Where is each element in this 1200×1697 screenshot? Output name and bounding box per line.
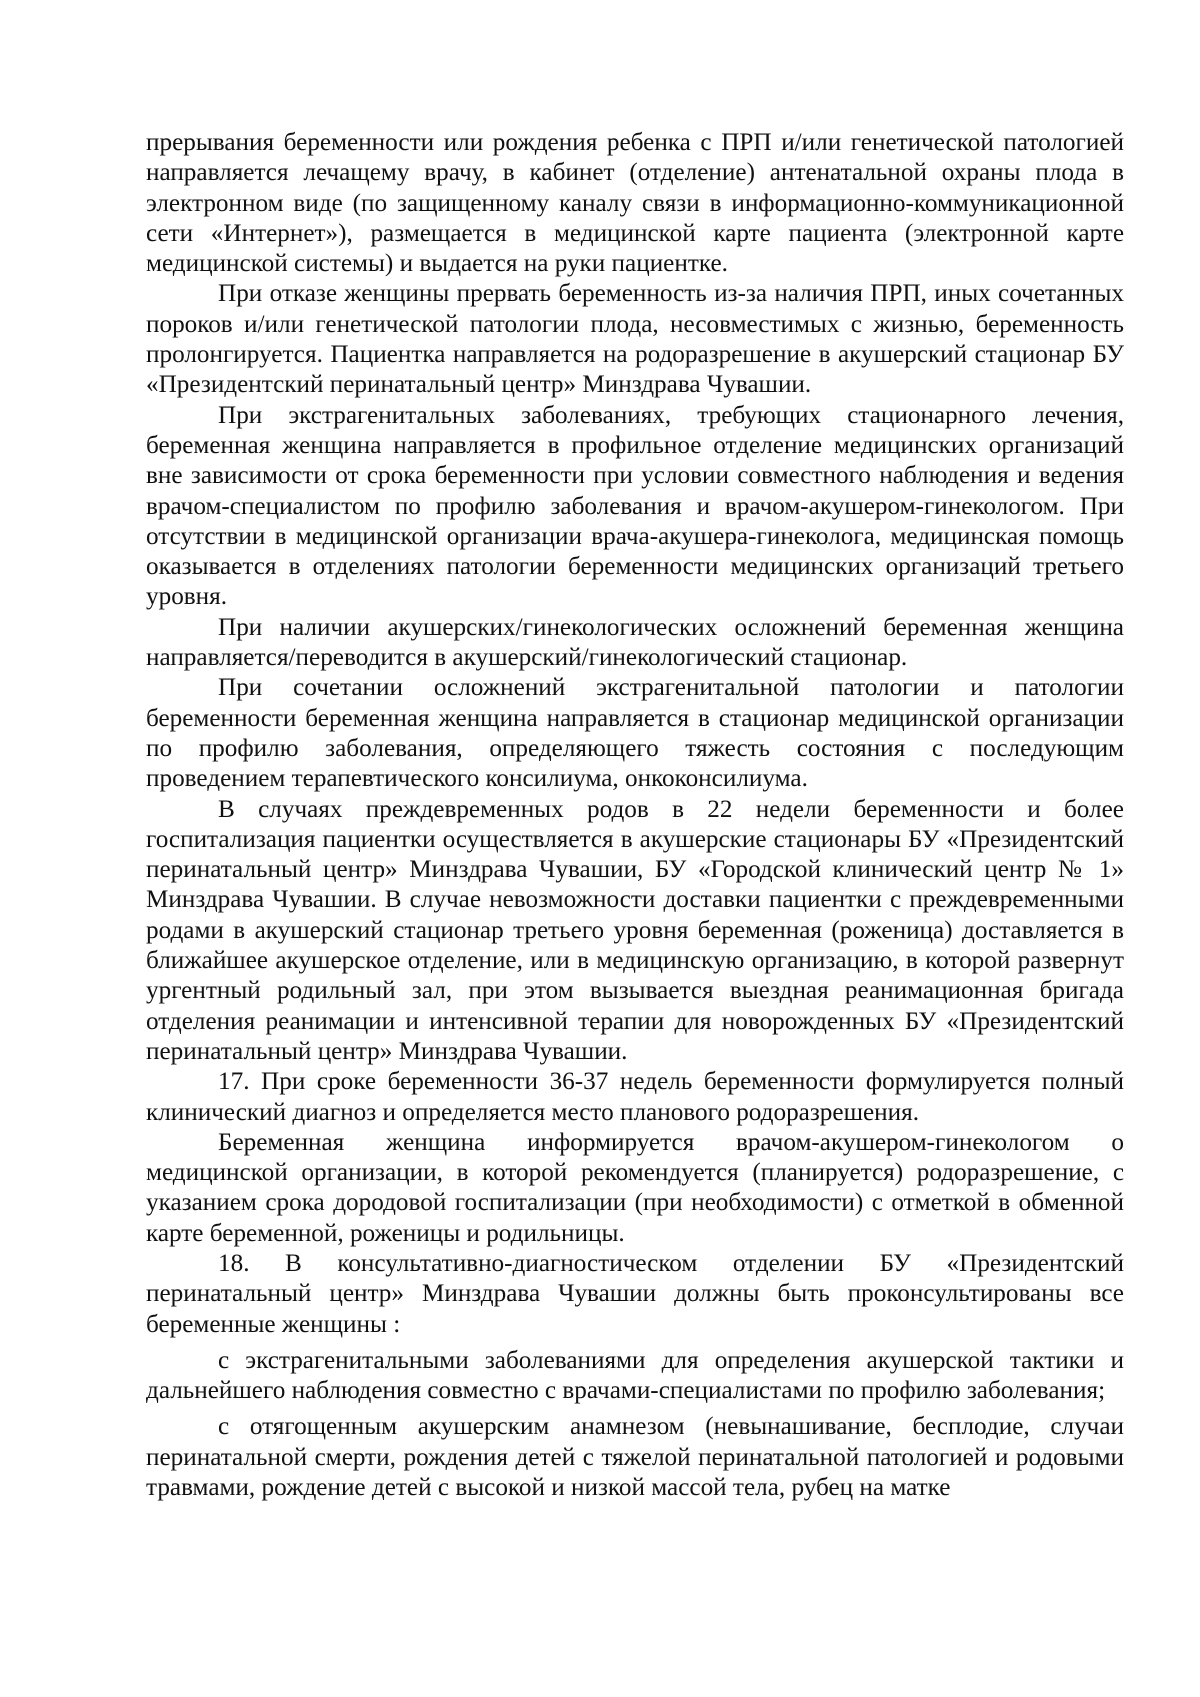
paragraph-obstetric-complications: При наличии акушерских/гинекологических осложнений беременная женщина направляется/переводится в акушерский/гинекологический стационар. (146, 613, 1124, 672)
paragraph-continuation: прерывания беременности или рождения ребенка с ПРП и/или генетической патологией направляется лечащему врачу, в кабинет (отделение) антенатальной охраны плода в электронном виде (по защищенному каналу связи в информационно-коммуникационной сети «Интернет»), размещается в медицинской карте пациента (электронной карте медицинской системы) и выдается на руки пациентке. (146, 129, 1124, 278)
document-page (146, 128, 1124, 1503)
paragraph-preterm-birth: В случаях преждевременных родов в 22 недели беременности и более госпитализация пациентки осуществляется в акушерские стационары БУ «Президентский перинатальный центр» Минздрава Чувашии, БУ «Городской клинический центр № 1» Минздрава Чувашии. В случае невозможности доставки пациентки с преждевременными родами в акушерский стационар третьего уровня беременная (роженица) доставляется в ближайшее акушерское отделение, или в медицинскую организацию, в которой развернут ургентный родильный зал, при этом вызывается выездная реанимационная бригада отделения реанимации и интенсивной терапии для новорожденных БУ «Президентский перинатальный центр» Минздрава Чувашии. (146, 795, 1124, 1065)
paragraph-delivery-information: Беременная женщина информируется врачом-акушером-гинекологом о медицинской организации, в которой рекомендуется (планируется) родоразрешение, с указанием срока дородовой госпитализации (при необходимости) с отметкой в обменной карте беременной, роженицы и родильницы. (146, 1128, 1124, 1247)
paragraph-combined-complications: При сочетании осложнений экстрагенитальной патологии и патологии беременности беременная женщина направляется в стационар медицинской организации по профилю заболевания, определяющего тяжесть состояния с последующим проведением терапевтического консилиума, онкоконсилиума. (146, 674, 1124, 793)
paragraph-item-17: 17. При сроке беременности 36-37 недель беременности формулируется полный клинический диагноз и определяется место планового родоразрешения. (146, 1068, 1124, 1126)
paragraph-refusal-termination: При отказе женщины прервать беременность из-за наличия ПРП, иных сочетанных пороков и/или генетической патологии плода, несовместимых с жизнью, беременность пролонгируется. Пациентка направляется на родоразрешение в акушерский стационар БУ «Президентский перинатальный центр» Минздрава Чувашии. (146, 280, 1124, 399)
paragraph-extragenital-diseases: При экстрагенитальных заболеваниях, требующих стационарного лечения, беременная женщина направляется в профильное отделение медицинских организаций вне зависимости от срока беременности при условии совместного наблюдения и ведения врачом-специалистом по профилю заболевания и врачом-акушером-гинекологом. При отсутствии в медицинской организации врача-акушера-гинеколога, медицинская помощь оказывается в отделениях патологии беременности медицинских организаций третьего уровня. (146, 401, 1124, 611)
paragraph-list-extragenital: с экстрагенитальными заболеваниями для определения акушерской тактики и дальнейшего наблюдения совместно с врачами-специалистами по профилю заболевания; (146, 1346, 1124, 1405)
paragraph-item-18: 18. В консультативно-диагностическом отделении БУ «Президентский перинатальный центр» Минздрава Чувашии должны быть проконсультированы все беременные женщины : (146, 1249, 1124, 1338)
paragraph-list-obstetric-history: с отягощенным акушерским анамнезом (невынашивание, бесплодие, случаи перинатальной смерти, рождения детей с тяжелой перинатальной патологией и родовыми травмами, рождение детей с высокой и низкой массой тела, рубец на матке (146, 1413, 1124, 1502)
